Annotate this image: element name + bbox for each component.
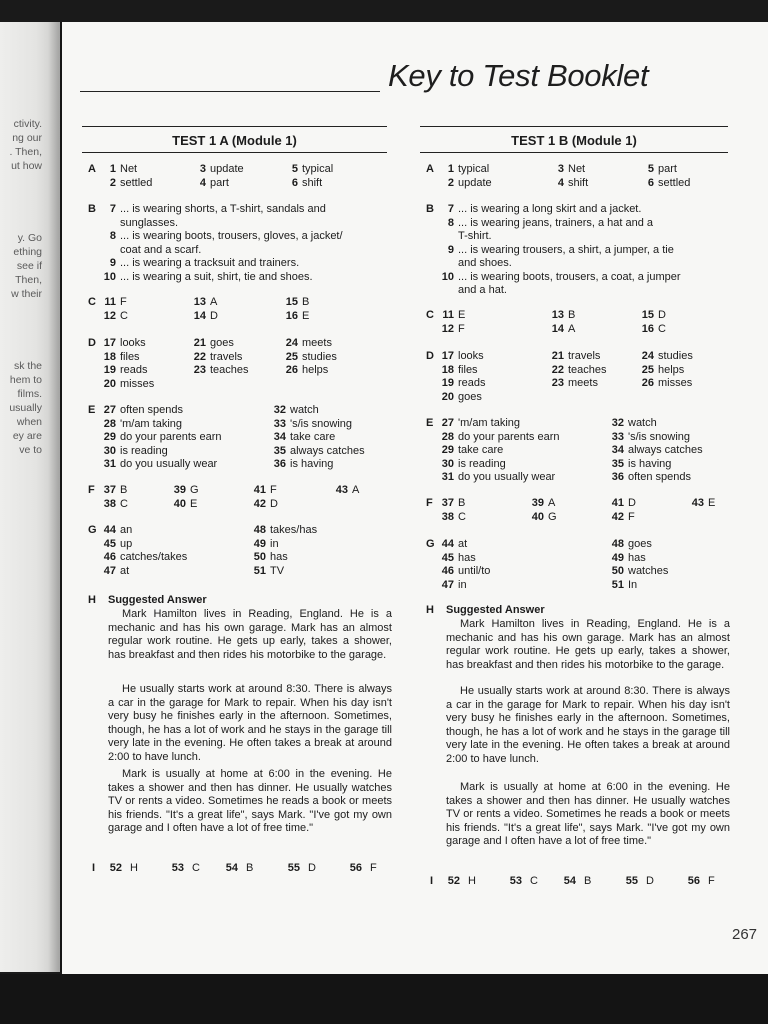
answer-text: do you usually wear	[120, 458, 218, 470]
answer-text: ... is wearing boots, trousers, gloves, a jacket/	[120, 230, 343, 242]
section-letter: E	[88, 404, 96, 416]
answer-text: at	[120, 564, 130, 577]
item-number: 3	[557, 163, 564, 175]
suggested-answer-heading: Suggested Answer	[108, 594, 207, 606]
item-number: 9	[109, 257, 116, 269]
answer-text: 's/is snowing	[628, 430, 691, 443]
item-number: 37	[103, 484, 116, 496]
answer-text: travels	[210, 350, 243, 363]
item-number: 42	[611, 510, 624, 523]
item-number: 18	[103, 350, 116, 363]
left-page-text-fragment: ctivity.	[13, 118, 42, 130]
answer-text: A	[548, 497, 556, 509]
item-number: 13	[193, 296, 206, 308]
item-number: 39	[173, 484, 186, 496]
answer-text: C	[192, 862, 200, 874]
item-number: 46	[441, 565, 454, 577]
item-number: 41	[253, 484, 266, 496]
section-letter: B	[426, 203, 434, 215]
answer-text: B	[458, 497, 466, 509]
answer-text: take care	[458, 444, 504, 456]
item-number: 22	[193, 350, 206, 363]
answer-text: watch	[628, 417, 657, 429]
left-page-text-fragment: films.	[17, 388, 42, 400]
test-heading: TEST 1 B (Module 1)	[511, 133, 637, 148]
answer-text: B	[246, 862, 254, 874]
answer-text: settled	[120, 176, 153, 189]
answer-text: C	[658, 322, 666, 335]
left-page-text-fragment: when	[16, 416, 42, 428]
answer-text: is reading	[120, 444, 168, 457]
left-page-text-fragment: usually	[9, 402, 42, 414]
item-number: 32	[273, 404, 286, 416]
answer-text: has	[628, 551, 646, 564]
suggested-answer-paragraph	[108, 768, 392, 836]
item-number: 50	[611, 565, 624, 577]
answer-text: In	[628, 578, 638, 591]
item-number: 23	[193, 364, 206, 376]
item-number: 45	[441, 551, 454, 564]
answer-text: B	[584, 875, 592, 887]
item-number: 36	[611, 471, 624, 483]
left-page-text-fragment: ut how	[11, 160, 42, 172]
answer-text: always catches	[290, 444, 365, 457]
item-number: 32	[611, 417, 624, 429]
item-number: 6	[291, 176, 298, 189]
answer-text: H	[130, 862, 138, 874]
answer-text: Net	[568, 163, 586, 175]
answer-text: C	[120, 497, 128, 510]
answer-text: misses	[120, 377, 155, 390]
item-number: 10	[103, 270, 116, 283]
item-number: 48	[611, 538, 624, 550]
answer-text: ... is wearing a tracksuit and trainers.	[120, 257, 300, 269]
section-letter: F	[426, 497, 433, 509]
answer-text: 's/is snowing	[290, 417, 353, 430]
item-number: 36	[273, 458, 286, 470]
left-page-text-fragment: Then,	[15, 274, 42, 286]
item-number: 9	[447, 243, 454, 256]
answer-text: update	[458, 176, 492, 189]
section-letter: D	[426, 350, 434, 362]
suggested-answer-paragraph	[446, 618, 730, 672]
answer-text: H	[468, 875, 476, 887]
left-page-text-fragment: ey are	[12, 430, 42, 442]
item-number: 28	[103, 417, 116, 430]
item-number: 5	[291, 163, 298, 175]
answer-text: studies	[658, 350, 693, 362]
answer-text: meets	[568, 377, 598, 389]
item-number: 50	[253, 551, 266, 563]
item-number: 4	[557, 176, 564, 189]
left-page-text-fragment: ething	[13, 246, 42, 258]
item-number: 48	[253, 524, 266, 536]
item-number: 31	[441, 471, 454, 483]
item-number: 34	[273, 431, 286, 443]
item-number: 27	[103, 404, 116, 416]
item-number: 23	[551, 377, 564, 389]
left-page-text-fragment: y. Go	[17, 232, 42, 244]
answer-text: goes	[458, 390, 482, 403]
item-number: 20	[441, 390, 454, 403]
item-number: 12	[441, 322, 454, 335]
answer-text: part	[210, 176, 229, 189]
item-number: 6	[647, 176, 654, 189]
paragraph-text: Mark Hamilton lives in Reading, England. He is a mechanic and has his own garage. Mark has an almost regular work routine. He gets up early, takes a shower, has breakfast and then rides his motorbike to the garage.	[108, 608, 392, 661]
answer-text: D	[270, 497, 278, 510]
answer-text: watch	[290, 404, 319, 416]
answer-text: D	[308, 862, 316, 874]
title-rule	[80, 91, 380, 92]
item-number: 12	[103, 309, 116, 322]
item-number: 35	[611, 457, 624, 470]
answer-text: TV	[270, 564, 285, 577]
heading-rule-bottom	[420, 152, 728, 153]
item-number: 47	[103, 564, 116, 577]
answer-text: F	[370, 862, 377, 874]
answer-text: has	[458, 551, 476, 564]
answer-text-continued: T-shirt.	[458, 230, 492, 242]
answer-text: in	[458, 578, 467, 591]
item-number: 47	[441, 578, 454, 591]
scan-bottom-border	[0, 974, 768, 1024]
item-number: 33	[611, 430, 624, 443]
answer-text: 'm/am taking	[458, 417, 521, 429]
answer-text: F	[120, 296, 127, 308]
item-number: 52	[109, 862, 122, 874]
item-number: 56	[687, 875, 700, 887]
item-number: 14	[193, 309, 206, 322]
paragraph-text: Mark is usually at home at 6:00 in the evening. He takes a shower and then has dinner. He usually watches TV or rents a video. Sometimes he reads a book or meets his friends. "It's a great life", says Mark. "I've got my own garage and I often have a lot of free time."	[446, 781, 730, 847]
item-number: 25	[285, 350, 298, 363]
suggested-answer-paragraph	[446, 685, 730, 766]
answer-text: do you usually wear	[458, 471, 556, 483]
item-number: 41	[611, 497, 624, 509]
item-number: 16	[285, 309, 298, 322]
section-letter: C	[426, 309, 434, 321]
item-number: 56	[349, 862, 362, 874]
section-letter: F	[88, 484, 95, 496]
item-number: 26	[285, 364, 298, 376]
item-number: 55	[287, 862, 300, 874]
item-number: 21	[193, 337, 206, 349]
item-number: 26	[641, 377, 654, 389]
item-number: 15	[641, 309, 654, 321]
item-number: 30	[441, 457, 454, 470]
item-number: 52	[447, 875, 460, 887]
answer-text: F	[270, 484, 277, 496]
answer-text: E	[708, 497, 716, 509]
answer-text: do your parents earn	[120, 431, 222, 443]
item-number: 49	[253, 537, 266, 550]
item-number: 8	[447, 216, 454, 229]
page-title: Key to Test Booklet	[388, 58, 649, 93]
answer-text: part	[658, 163, 677, 175]
answer-text: B	[302, 296, 310, 308]
answer-text: E	[458, 309, 466, 321]
answer-text: take care	[290, 431, 336, 443]
paragraph-text: He usually starts work at around 8:30. There is always a car in the garage for Mark to repair. When his day isn't very busy he finishes early in the afternoon. Sometimes, though, he has a lot of work and he stays in the garage till very late in the evening. He often takes a break at around 2:00 to have lunch.	[108, 683, 392, 763]
answer-text: helps	[658, 363, 685, 376]
suggested-answer-paragraph	[446, 781, 730, 849]
item-number: 38	[441, 510, 454, 523]
answer-text: goes	[628, 538, 652, 550]
answer-text: D	[658, 309, 666, 321]
answer-text: until/to	[458, 565, 491, 577]
answer-text: A	[568, 322, 576, 335]
item-number: 17	[441, 350, 454, 362]
item-number: 34	[611, 444, 624, 456]
item-number: 37	[441, 497, 454, 509]
answer-text: ... is wearing shorts, a T-shirt, sandals and	[120, 203, 326, 215]
item-number: 27	[441, 417, 454, 429]
item-number: 30	[103, 444, 116, 457]
item-number: 8	[109, 230, 116, 242]
item-number: 39	[531, 497, 544, 509]
answer-text: helps	[302, 364, 329, 376]
answer-text-continued: coat and a scarf.	[120, 243, 202, 256]
section-letter: I	[92, 862, 96, 874]
answer-text: E	[302, 309, 310, 322]
item-number: 51	[253, 564, 266, 577]
item-number: 44	[441, 538, 454, 550]
answer-text: ... is wearing boots, trousers, a coat, a jumper	[458, 270, 681, 283]
item-number: 33	[273, 417, 286, 430]
item-number: 43	[691, 497, 704, 509]
answer-text: C	[530, 875, 538, 887]
page-number: 267	[732, 926, 758, 943]
answer-text-continued: and shoes.	[458, 257, 512, 269]
section-letter: C	[88, 296, 96, 308]
answer-text: often spends	[628, 471, 691, 483]
item-number: 31	[103, 458, 116, 470]
left-page-text-fragment: see if	[16, 260, 42, 272]
item-number: 24	[285, 337, 298, 349]
item-number: 1	[109, 163, 116, 175]
answer-text: C	[120, 309, 128, 322]
left-page-text-fragment: hem to	[9, 374, 42, 386]
section-letter: A	[88, 163, 96, 175]
answer-text: ... is wearing jeans, trainers, a hat and a	[458, 216, 654, 229]
item-number: 24	[641, 350, 654, 362]
answer-text: often spends	[120, 404, 183, 416]
item-number: 55	[625, 875, 638, 887]
item-number: 19	[441, 377, 454, 389]
item-number: 43	[335, 484, 348, 496]
section-letter: D	[88, 337, 96, 349]
suggested-answer-heading: Suggested Answer	[446, 604, 545, 616]
answer-text: reads	[458, 377, 486, 389]
item-number: 38	[103, 497, 116, 510]
answer-text: files	[120, 350, 140, 363]
section-letter: A	[426, 163, 434, 175]
answer-text: up	[120, 537, 133, 550]
left-page-text-fragment: ve to	[19, 444, 42, 456]
item-number: 35	[273, 444, 286, 457]
item-number: 13	[551, 309, 564, 321]
answer-text: catches/takes	[120, 551, 188, 563]
section-letter: G	[88, 524, 97, 536]
section-letter: E	[426, 417, 434, 429]
section-letter: H	[88, 594, 96, 606]
section-letter: G	[426, 538, 435, 550]
answer-text: shift	[302, 176, 323, 189]
answer-text-continued: and a hat.	[458, 284, 507, 296]
item-number: 44	[103, 524, 116, 536]
item-number: 16	[641, 322, 654, 335]
answer-text: ... is wearing trousers, a shirt, a jumper, a tie	[458, 243, 674, 256]
item-number: 40	[173, 497, 186, 510]
item-number: 46	[103, 551, 116, 563]
heading-rule-top	[420, 126, 728, 127]
item-number: 5	[647, 163, 654, 175]
answer-text: G	[190, 484, 199, 496]
answer-text: shift	[568, 176, 589, 189]
answer-text: has	[270, 551, 288, 563]
answer-text: D	[210, 309, 218, 322]
section-letter: B	[88, 203, 96, 215]
answer-text: studies	[302, 350, 337, 363]
answer-text: is having	[628, 457, 672, 470]
answer-text: Net	[120, 163, 138, 175]
answer-text: goes	[210, 337, 234, 349]
item-number: 2	[109, 176, 116, 189]
answer-text: ... is wearing a long skirt and a jacket.	[458, 203, 642, 215]
heading-rule-top	[82, 126, 387, 127]
answer-text: 'm/am taking	[120, 417, 183, 430]
suggested-answer-paragraph	[108, 683, 392, 764]
item-number: 14	[551, 322, 564, 335]
item-number: 17	[103, 337, 116, 349]
answer-text: settled	[658, 176, 691, 189]
answer-text: F	[458, 322, 465, 335]
paragraph-text: Mark Hamilton lives in Reading, England. He is a mechanic and has his own garage. Mark has an almost regular work routine. He gets up early, takes a shower, has breakfast and then rides his motorbike to the garage.	[446, 618, 730, 671]
answer-text: watches	[628, 565, 669, 577]
item-number: 29	[441, 444, 454, 456]
heading-rule-bottom	[82, 152, 387, 153]
answer-text: ... is wearing a suit, shirt, tie and shoes.	[120, 270, 313, 283]
answer-text: A	[352, 484, 360, 496]
item-number: 25	[641, 363, 654, 376]
answer-text: at	[458, 538, 468, 550]
item-number: 1	[447, 163, 454, 175]
section-letter: I	[430, 875, 434, 887]
answer-text: update	[210, 163, 244, 175]
suggested-answer-paragraph	[108, 608, 392, 662]
answer-text: teaches	[568, 363, 607, 376]
item-number: 54	[225, 862, 238, 874]
item-number: 22	[551, 363, 564, 376]
item-number: 11	[442, 309, 454, 321]
item-number: 53	[171, 862, 184, 874]
section-letter: H	[426, 604, 434, 616]
item-number: 18	[441, 363, 454, 376]
answer-text: A	[210, 296, 218, 308]
item-number: 3	[199, 163, 206, 175]
answer-text: B	[568, 309, 576, 321]
answer-text: E	[190, 497, 198, 510]
item-number: 45	[103, 537, 116, 550]
item-number: 49	[611, 551, 624, 564]
item-number: 42	[253, 497, 266, 510]
item-number: 19	[103, 364, 116, 376]
answer-text: F	[708, 875, 715, 887]
answer-text: B	[120, 484, 128, 496]
item-number: 7	[447, 203, 454, 215]
answer-text: files	[458, 363, 478, 376]
answer-text: do your parents earn	[458, 430, 560, 443]
item-number: 20	[103, 377, 116, 390]
answer-text: reads	[120, 364, 148, 376]
left-page-text-fragment: sk the	[13, 360, 42, 372]
answer-text: is having	[290, 458, 334, 470]
answer-text: F	[628, 510, 635, 523]
answer-text: takes/has	[270, 524, 318, 536]
item-number: 28	[441, 430, 454, 443]
item-number: 29	[103, 431, 116, 443]
answer-text: typical	[458, 163, 490, 175]
answer-text: typical	[302, 163, 334, 175]
left-page-text-fragment: w their	[11, 288, 42, 300]
left-page-text-fragment: . Then,	[9, 146, 42, 158]
answer-text: in	[270, 537, 279, 550]
answer-text: D	[646, 875, 654, 887]
answer-text: meets	[302, 337, 332, 349]
answer-text: travels	[568, 350, 601, 362]
item-number: 7	[109, 203, 116, 215]
paragraph-text: Mark is usually at home at 6:00 in the evening. He takes a shower and then has dinner. He usually watches TV or rents a video. Sometimes he reads a book or meets his friends. "It's a great life", says Mark. "I've got my own garage and I often have a lot of free time."	[108, 768, 392, 834]
item-number: 54	[563, 875, 576, 887]
item-number: 53	[509, 875, 522, 887]
answer-text: always catches	[628, 444, 703, 456]
answer-text: G	[548, 510, 557, 523]
paragraph-text: He usually starts work at around 8:30. There is always a car in the garage for Mark to repair. When his day isn't very busy he finishes early in the afternoon. Sometimes, though, he has a lot of work and he stays in the garage till very late in the evening. He often takes a break at around 2:00 to have lunch.	[446, 685, 730, 765]
item-number: 51	[611, 578, 624, 591]
answer-text: teaches	[210, 364, 249, 376]
answer-text: is reading	[458, 457, 506, 470]
item-number: 2	[447, 176, 454, 189]
item-number: 11	[104, 296, 116, 308]
item-number: 4	[199, 176, 206, 189]
answer-text-continued: sunglasses.	[120, 216, 179, 229]
test-heading: TEST 1 A (Module 1)	[172, 133, 297, 148]
item-number: 40	[531, 510, 544, 523]
answer-text: an	[120, 524, 133, 536]
item-number: 10	[441, 270, 454, 283]
answer-text: looks	[120, 337, 146, 349]
answer-text: C	[458, 510, 466, 523]
item-number: 21	[551, 350, 564, 362]
item-number: 15	[285, 296, 298, 308]
answer-text: D	[628, 497, 636, 509]
left-page-text-fragment: ng our	[12, 132, 42, 144]
answer-text: misses	[658, 377, 693, 389]
answer-text: looks	[458, 350, 484, 362]
